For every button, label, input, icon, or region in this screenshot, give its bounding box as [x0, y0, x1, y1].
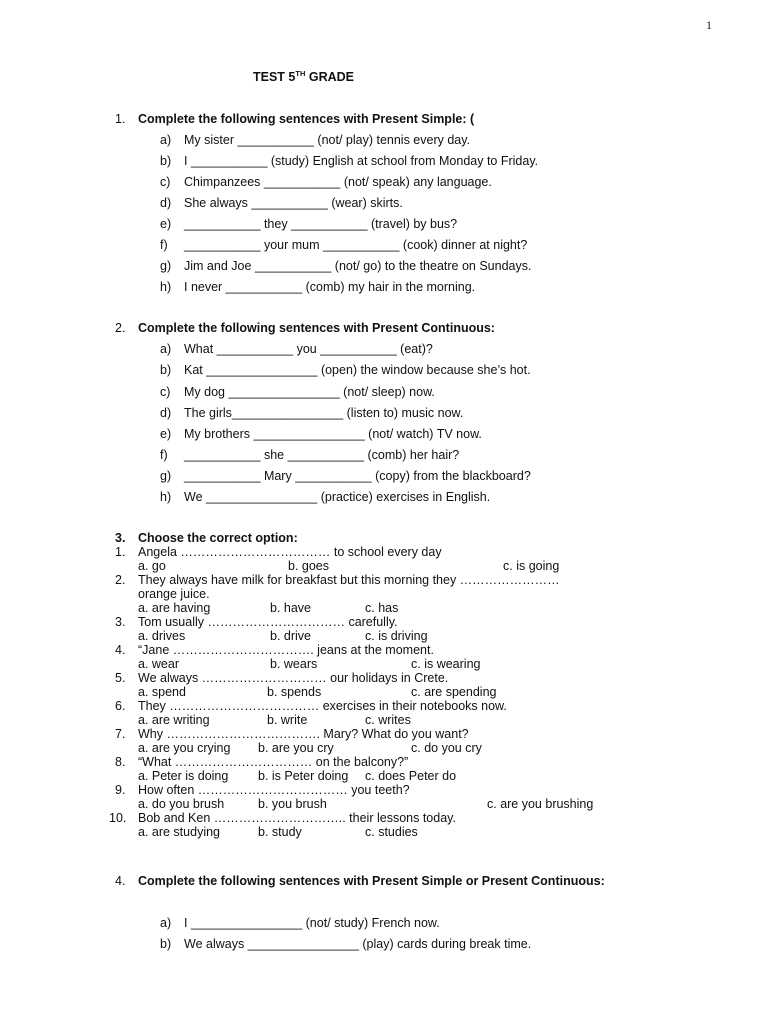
s2-item-letter: h): [160, 490, 172, 504]
mc-question-number: 1.: [115, 545, 126, 559]
s2-item-text: My dog ________________ (not/ sleep) now.: [184, 385, 435, 399]
mc-question-number: 8.: [115, 755, 126, 769]
s1-item-letter: c): [160, 175, 171, 189]
mc-option-b: b. you brush: [258, 797, 327, 811]
mc-question-text: We always ………………………… our holidays in Crete.: [138, 671, 449, 685]
mc-option-b: b. spends: [267, 685, 322, 699]
section-2-heading: Complete the following sentences with Present Continuous:: [138, 321, 495, 335]
s4-item-text: I ________________ (not/ study) French now.: [184, 916, 440, 930]
s1-item-letter: e): [160, 217, 172, 231]
s2-item-text: My brothers ________________ (not/ watch) TV now.: [184, 427, 482, 441]
mc-option-b: b. have: [270, 601, 312, 615]
mc-option-c: c. is wearing: [411, 657, 481, 671]
s2-item-text: ___________ she ___________ (comb) her hair?: [184, 448, 460, 462]
mc-option-a: a. wear: [138, 657, 179, 671]
s2-item-text: Kat ________________ (open) the window because she’s hot.: [184, 363, 531, 377]
mc-option-b: b. are you cry: [258, 741, 334, 755]
section-1-number: 1.: [115, 112, 126, 126]
mc-question-number: 5.: [115, 671, 126, 685]
title-superscript: TH: [295, 69, 306, 78]
mc-option-c: c. is driving: [365, 629, 428, 643]
section-2-number: 2.: [115, 321, 126, 335]
mc-option-c: c. writes: [365, 713, 411, 727]
mc-option-c: c. does Peter do: [365, 769, 457, 783]
mc-option-b: b. goes: [288, 559, 330, 573]
s4-item-text: We always ________________ (play) cards during break time.: [184, 937, 532, 951]
mc-question-text: How often ……………………………… you teeth?: [138, 783, 410, 797]
mc-option-b: b. wears: [270, 657, 318, 671]
s2-item-letter: b): [160, 363, 172, 377]
s1-item-text: ___________ they ___________ (travel) by bus?: [184, 217, 458, 231]
mc-option-a: a. are writing: [138, 713, 210, 727]
mc-option-a: a. are studying: [138, 825, 220, 839]
s4-item-letter: b): [160, 937, 172, 951]
mc-question-number: 4.: [115, 643, 126, 657]
mc-question-number: 2.: [115, 573, 126, 587]
mc-option-a: a. Peter is doing: [138, 769, 229, 783]
s1-item-text: I never ___________ (comb) my hair in the morning.: [184, 280, 476, 294]
mc-option-b: b. write: [267, 713, 308, 727]
mc-question-text: They always have milk for breakfast but this morning they ……………………: [138, 573, 560, 587]
mc-question-number: 3.: [115, 615, 126, 629]
page-title: [253, 70, 354, 84]
mc-option-a: a. spend: [138, 685, 186, 699]
mc-question-number: 9.: [115, 783, 126, 797]
mc-option-a: a. do you brush: [138, 797, 225, 811]
s2-item-letter: e): [160, 427, 172, 441]
s2-item-text: We ________________ (practice) exercises in English.: [184, 490, 491, 504]
mc-question-number: 6.: [115, 699, 126, 713]
s1-item-letter: b): [160, 154, 172, 168]
s1-item-letter: f): [160, 238, 168, 252]
s1-item-text: I ___________ (study) English at school from Monday to Friday.: [184, 154, 539, 168]
s2-item-text: The girls________________ (listen to) music now.: [184, 406, 464, 420]
mc-question-text: Why ………………………………. Mary? What do you want?: [138, 727, 469, 741]
mc-option-a: a. are having: [138, 601, 211, 615]
mc-question-text-continued: orange juice.: [138, 587, 210, 601]
s2-item-letter: g): [160, 469, 172, 483]
s2-item-text: What ___________ you ___________ (eat)?: [184, 342, 433, 356]
s2-item-text: ___________ Mary ___________ (copy) from the blackboard?: [184, 469, 531, 483]
mc-option-c: c. are spending: [411, 685, 497, 699]
s1-item-letter: h): [160, 280, 172, 294]
mc-option-b: b. study: [258, 825, 302, 839]
s1-item-letter: a): [160, 133, 172, 147]
mc-question-text: They ……………………………… exercises in their notebooks now.: [138, 699, 507, 713]
section-3-number: 3.: [115, 531, 126, 545]
mc-option-c: c. is going: [503, 559, 560, 573]
section-1-heading: Complete the following sentences with Present Simple: (: [138, 112, 475, 126]
mc-question-text: Tom usually …………………………… carefully.: [138, 615, 398, 629]
s1-item-letter: g): [160, 259, 172, 273]
mc-question-number: 10.: [109, 811, 127, 825]
mc-question-text: Angela ……………………………… to school every day: [138, 545, 442, 559]
mc-option-a: a. are you crying: [138, 741, 231, 755]
mc-question-text: “What …………………………… on the balcony?”: [138, 755, 409, 769]
page-number: 1: [706, 18, 712, 32]
s1-item-letter: d): [160, 196, 172, 210]
mc-question-number: 7.: [115, 727, 126, 741]
mc-option-c: c. studies: [365, 825, 418, 839]
mc-option-c: c. are you brushing: [487, 797, 594, 811]
section-4-number: 4.: [115, 874, 126, 888]
mc-option-b: b. is Peter doing: [258, 769, 349, 783]
s1-item-text: My sister ___________ (not/ play) tennis every day.: [184, 133, 471, 147]
mc-option-c: c. do you cry: [411, 741, 482, 755]
mc-option-b: b. drive: [270, 629, 311, 643]
title-main: TEST 5: [253, 70, 296, 84]
s1-item-text: She always ___________ (wear) skirts.: [184, 196, 403, 210]
s2-item-letter: c): [160, 385, 171, 399]
mc-option-c: c. has: [365, 601, 399, 615]
s2-item-letter: a): [160, 342, 172, 356]
s1-item-text: ___________ your mum ___________ (cook) dinner at night?: [184, 238, 528, 252]
s4-item-letter: a): [160, 916, 172, 930]
mc-question-text: Bob and Ken ………………………….. their lessons today.: [138, 811, 456, 825]
s2-item-letter: d): [160, 406, 172, 420]
s2-item-letter: f): [160, 448, 168, 462]
s1-item-text: Jim and Joe ___________ (not/ go) to the theatre on Sundays.: [184, 259, 532, 273]
title-rest: GRADE: [305, 70, 354, 84]
section-3-heading: Choose the correct option:: [138, 531, 298, 545]
mc-option-a: a. drives: [138, 629, 186, 643]
s1-item-text: Chimpanzees ___________ (not/ speak) any language.: [184, 175, 492, 189]
mc-question-text: “Jane ……………………………. jeans at the moment.: [138, 643, 434, 657]
mc-option-a: a. go: [138, 559, 166, 573]
section-4-heading: Complete the following sentences with Present Simple or Present Continuous:: [138, 874, 605, 888]
